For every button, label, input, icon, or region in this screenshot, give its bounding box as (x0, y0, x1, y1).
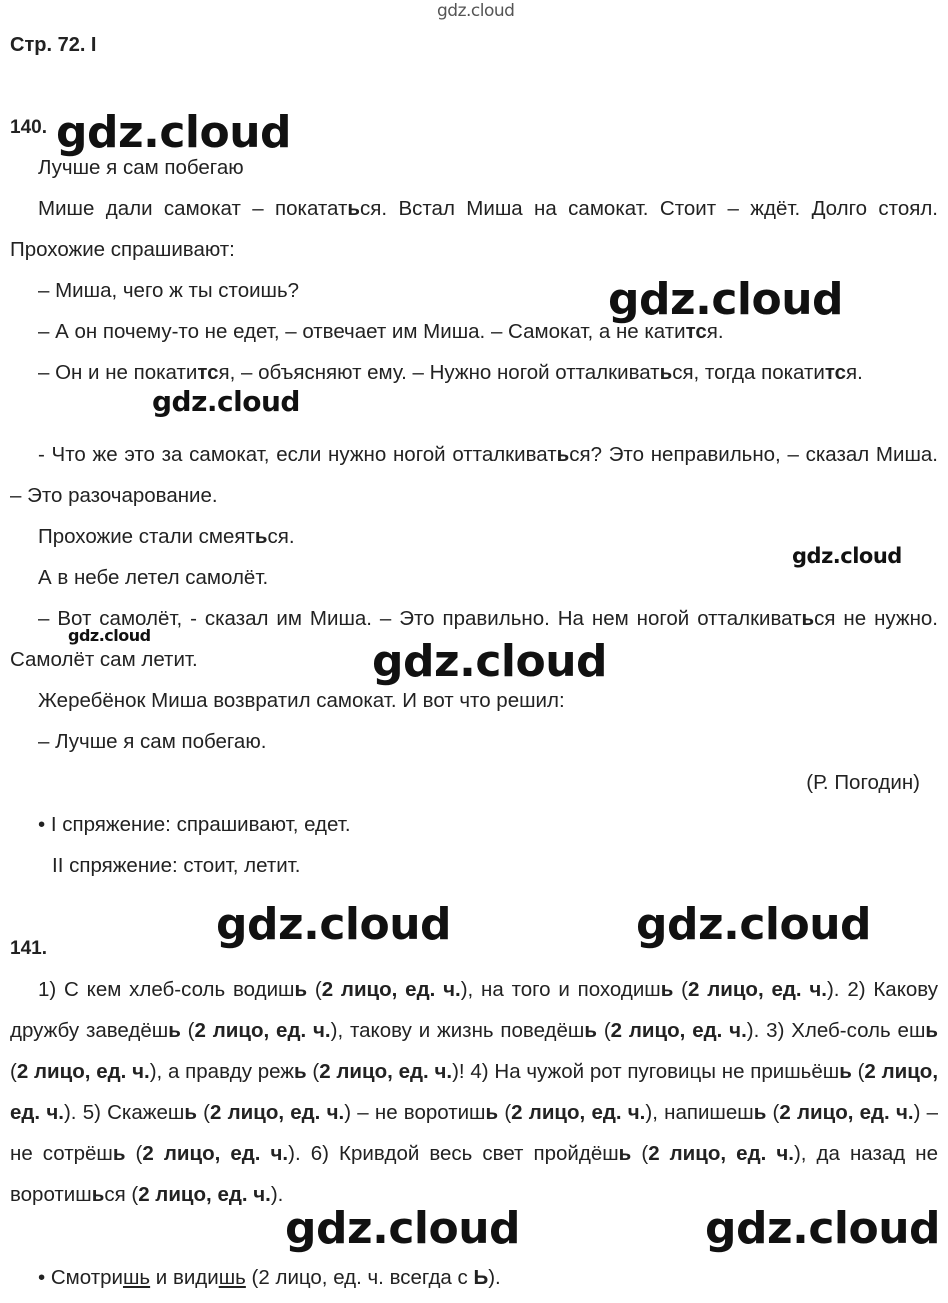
story-paragraph-2: – Миша, чего ж ты стоишь? (38, 279, 300, 302)
rule-note: • Смотришь и видишь (2 лицо, ед. ч. всегда с Ь). (38, 1266, 501, 1289)
story-paragraph-9: Жеребёнок Миша возвратил самокат. И вот что решил: (38, 689, 565, 712)
watermark-6: gdz.cloud (372, 636, 608, 687)
watermark-8: gdz.cloud (636, 899, 872, 950)
story-title: Лучше я сам побегаю (38, 156, 244, 179)
watermark-top: gdz.cloud (437, 1, 515, 21)
watermark-5: gdz.cloud (68, 626, 151, 645)
story-author: (Р. Погодин) (806, 771, 920, 794)
story-paragraph-1: Мише дали самокат – покататься. Встал Миша на самокат. Стоит – ждёт. Долго стоял. Прохожие спрашивают: (10, 197, 938, 261)
story-paragraph-8: – Вот самолёт, - сказал им Миша. – Это правильно. На нем ногой отталкиваться не нужно. Самолёт сам летит. (10, 607, 938, 671)
page-header: Стр. 72. I (10, 34, 97, 56)
watermark-4: gdz.cloud (792, 544, 902, 568)
watermark-3: gdz.cloud (152, 385, 300, 418)
watermark-10: gdz.cloud (705, 1203, 941, 1254)
story-paragraph-3: – А он почему-то не едет, – отвечает им Миша. – Самокат, а не катится. (38, 320, 724, 343)
conjugation-2: II спряжение: стоит, летит. (52, 854, 301, 877)
story-paragraph-4: – Он и не покатится, – объясняют ему. – Нужно ногой отталкиваться, тогда покатится. (38, 361, 863, 384)
proverbs-paragraph: 1) С кем хлеб-соль водишь (2 лицо, ед. ч.), на того и походишь (2 лицо, ед. ч.). 2) Какову дружбу заведёшь (2 лицо, ед. ч.), такову и жизнь поведёшь (2 лицо, ед. ч.). 3) Хлеб-соль ешь (2 лицо, ед. ч.), а правду режь (2 лицо, ед. ч.)! 4) На чужой рот пуговицы не пришьёшь (2 лицо, ед. ч.). 5) Скажешь (2 лицо, ед. ч.) – не воротишь (2 лицо, ед. ч.), напишешь (2 лицо, ед. ч.) – не сотрёшь (2 лицо, ед. ч.). 6) Кривдой весь свет пройдёшь (2 лицо, ед. ч.), да назад не воротишься (2 лицо, ед. ч.). (10, 978, 939, 1206)
story-paragraph-10: – Лучше я сам побегаю. (38, 730, 267, 753)
watermark-7: gdz.cloud (216, 899, 452, 950)
watermark-1: gdz.cloud (56, 107, 292, 158)
conjugation-1: • I спряжение: спрашивают, едет. (38, 813, 351, 836)
story-paragraph-6: Прохожие стали смеяться. (38, 525, 295, 548)
watermark-2: gdz.cloud (608, 274, 844, 325)
exercise-140-number: 140. (10, 117, 47, 138)
exercise-141-number: 141. (10, 938, 47, 959)
story-paragraph-7: А в небе летел самолёт. (38, 566, 269, 589)
story-paragraph-5: - Что же это за самокат, если нужно ногой отталкиваться? Это неправильно, – сказал Миша. – Это разочарование. (10, 443, 939, 507)
watermark-9: gdz.cloud (285, 1203, 521, 1254)
